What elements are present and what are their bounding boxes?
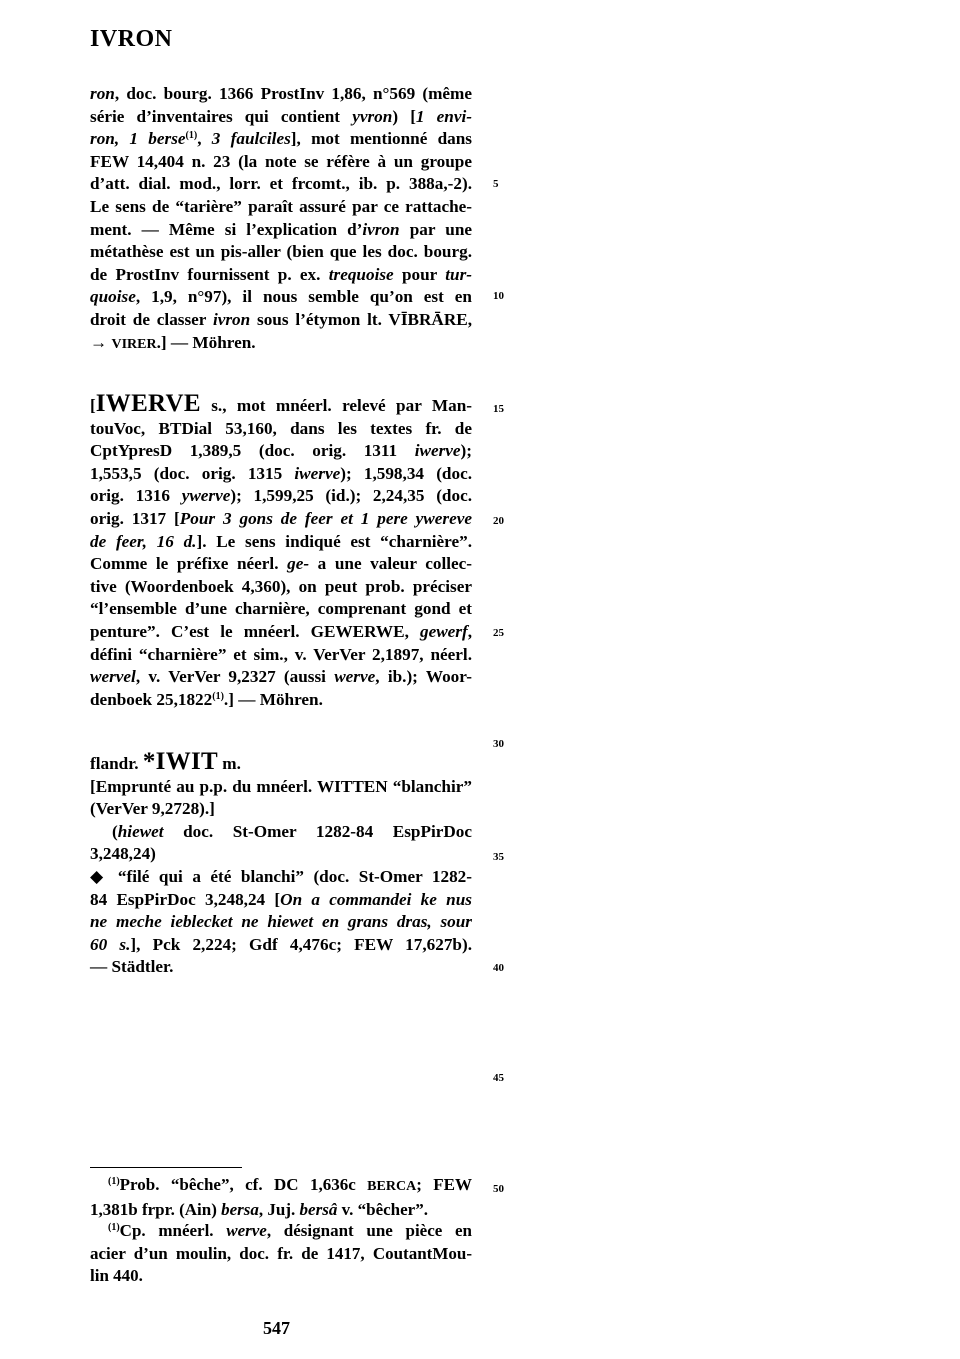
text-line: [IWERVE s., mot mnéerl. relevé par Man- [90,390,472,417]
footnote-line: $^{(1)}$Cp. mnéerl. werve, désignant une pièce en [108,1221,472,1240]
text-line: FEW 14,404 n. 23 (la note se réfère à un groupe [90,151,472,171]
footnote-line: 1,381b frpr. (Ain) bersa, Juj. bersâ v. “bêcher”. [90,1199,428,1219]
text-line: penture”. C’est le mnéerl. GEWERWE, gewerf, [90,621,472,641]
text-line: (VerVer 9,2728).] [90,799,215,819]
footnote-1 [90,1174,472,1221]
footnote-2 [90,1220,472,1288]
line-number: 15 [493,403,504,415]
line-number: 35 [493,851,504,863]
text-line: 84 EspPirDoc 3,248,24 [On a commandei ke nus [90,889,472,909]
line-number: 30 [493,738,504,750]
line-number: 40 [493,962,504,974]
text-line: métathèse est un pis-aller (bien que les doc. bourg. [90,242,472,262]
text-line: droit de classer ivron sous l’étymon lt. VĪBRĀRE, [90,309,472,329]
footnote-rule [90,1167,242,1168]
text-line: ment. — Même si l’explication d’ivron par une [90,219,473,239]
headword: *IWIT [142,748,218,775]
text-line: ron, 1 berse$^{(1)}$, 3 faulciles], mot mentionné dans [90,129,472,149]
text-line: Comme le préfixe néerl. ge- a une valeur collec- [90,554,472,574]
text-line: wervel, v. VerVer 9,2327 (aussi werve, ib.); Woor- [90,667,472,687]
footnote-line: $^{(1)}$Prob. “bêche”, cf. DC 1,636c BERCA; FEW [108,1175,472,1194]
text-line: de feer, 16 d.]. Le sens indiqué est “charnière”. [90,531,472,551]
text-line: 60 s.], Pck 2,224; Gdf 4,476c; FEW 17,627b). [90,934,472,954]
entry-ivron-continuation [90,83,472,356]
text-line: — Städtler. [90,957,174,977]
line-number: 10 [493,290,504,302]
text-line: défini “charnière” et sim., v. VerVer 2,1897, néerl. [90,644,472,664]
text-line: série d’inventaires qui contient yvron) [1 envi- [90,106,472,126]
running-head: IVRON [90,26,173,52]
text-line: d’att. dial. mod., lorr. et frcomt., ib. p. 388a,-2). [90,174,472,194]
line-number: 20 [493,515,504,527]
text-line: de ProstInv fournissent p. ex. trequoise pour tur- [90,264,473,284]
text-line: 1,553,5 (doc. orig. 1315 iwerve); 1,598,34 (doc. [90,463,472,483]
text-line: quoise, 1,9, n°97), il nous semble qu’on est en [90,287,472,307]
text-line: [Emprunté au p.p. du mnéerl. WITTEN “blanchir” [90,776,472,796]
entry-iwit [90,748,472,979]
text-line: orig. 1317 [Pour 3 gons de feer et 1 pere ywereve [90,508,472,528]
page-number: 547 [263,1318,290,1338]
line-number: 45 [493,1072,504,1084]
footnote-line: lin 440. [90,1266,143,1286]
text-line: orig. 1316 ywerve); 1,599,25 (id.); 2,24,35 (doc. [90,486,472,506]
entry-iwerve [90,390,472,711]
headword-line: flandr. *IWIT m. [90,748,241,775]
text-line: ron, doc. bourg. 1366 ProstInv 1,86, n°569 (même [90,84,472,103]
text-line: touVoc, BTDial 53,160, dans les textes fr. de [90,418,472,438]
text-line: ne meche ieblecket ne hiewet en grans dras, sour [90,912,472,932]
text-line: (hiewet doc. St-Omer 1282-84 EspPirDoc [112,821,472,841]
text-line: denboek 25,1822$^{(1)}$.] — Möhren. [90,689,323,709]
text-line: “l’ensemble d’une charnière, comprenant gond et [90,599,472,619]
text-line: → VIRER.] — Möhren. [90,332,256,352]
line-number: 25 [493,627,504,639]
text-line: tive (Woordenboek 4,360), on peut prob. préciser [90,576,472,596]
text-line: Le sens de “tarière” paraît assuré par ce rattache- [90,196,472,216]
footnote-line: acier d’un moulin, doc. fr. de 1417, CoutantMou- [90,1243,472,1263]
line-number: 50 [493,1183,504,1195]
line-number: 5 [493,178,499,190]
headword: IWERVE [95,390,201,417]
text-line: ◆ “filé qui a été blanchi” (doc. St-Omer 1282- [90,866,472,886]
text-line: CptYpresD 1,389,5 (doc. orig. 1311 iwerve); [90,441,472,461]
text-line: 3,248,24) [90,844,156,864]
